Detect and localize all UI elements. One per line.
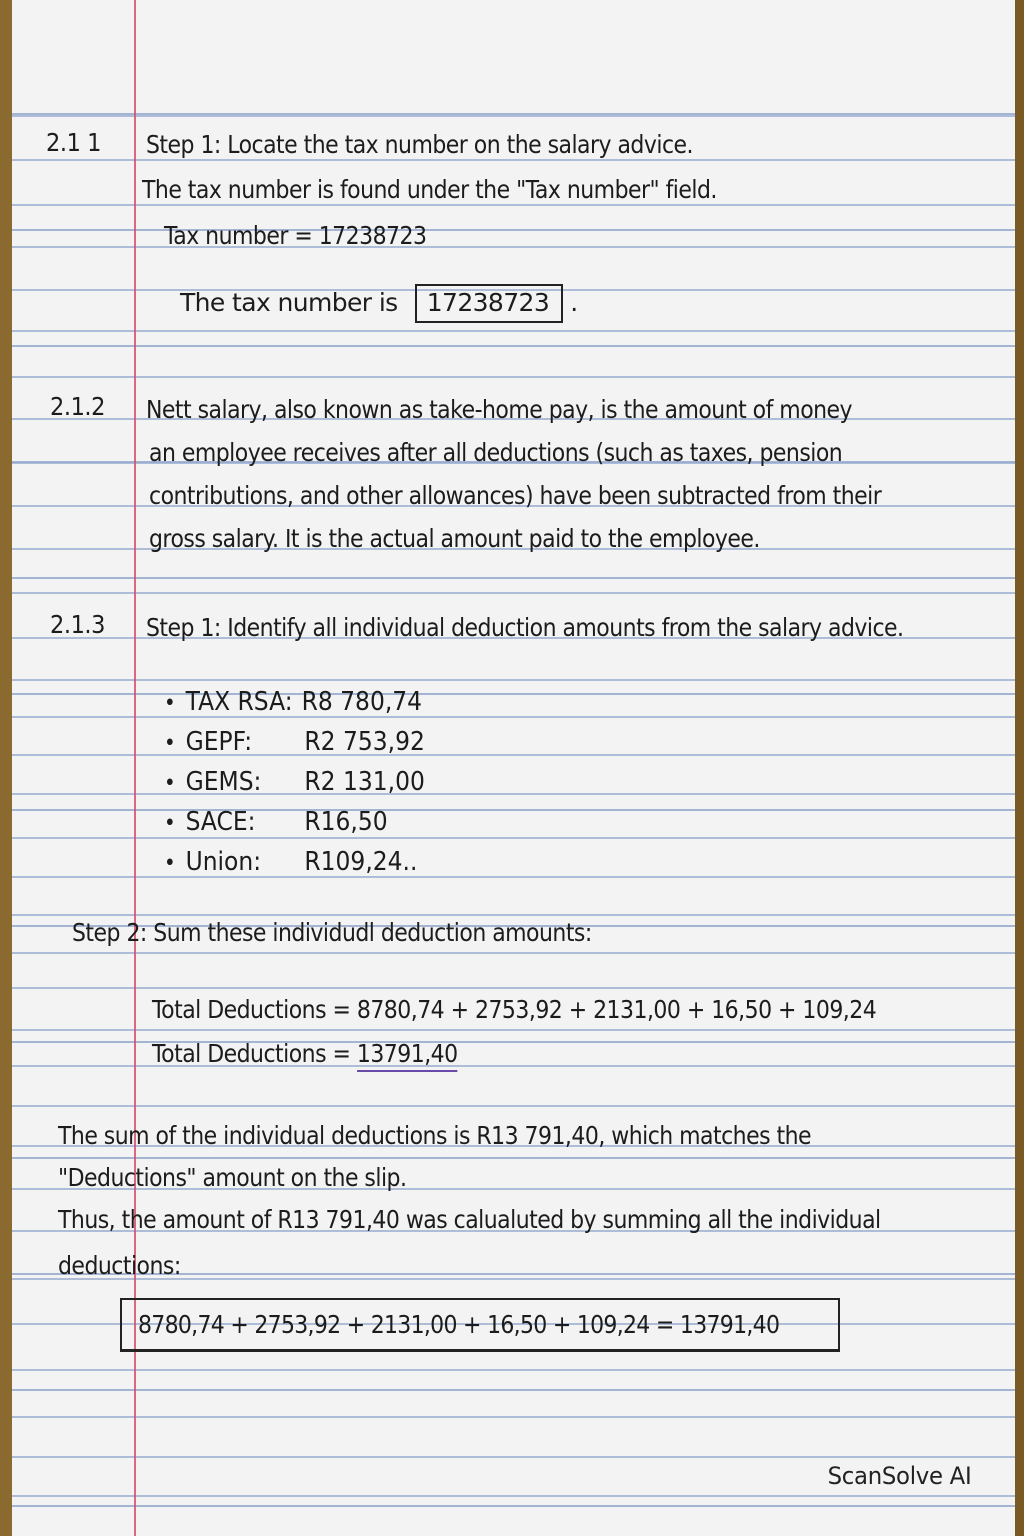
rule-line: [12, 246, 1015, 248]
deduction-item-tax-rsa: [164, 684, 425, 724]
final-equation-box: [120, 1298, 840, 1352]
rule-line: [12, 592, 1015, 594]
q211-answer-box: 17238723: [415, 284, 563, 323]
q213-step2: Step 2: Sum these individudl deduction amounts:: [72, 918, 592, 947]
question-number-2-1-3: 2.1.3: [50, 610, 106, 639]
bullet-icon: •: [164, 851, 176, 876]
q211-equation: Tax number = 17238723: [164, 221, 427, 250]
notebook-paper: [12, 0, 1015, 1536]
deduction-amount: R2 753,92: [304, 727, 425, 757]
total-value-underlined: 13791,40: [357, 1039, 458, 1072]
q212-line: gross salary. It is the actual amount paid to the employee.: [149, 524, 760, 553]
deduction-label: GEMS:: [185, 767, 262, 797]
rule-line: [12, 754, 1015, 756]
conclusion-line: deductions:: [58, 1251, 181, 1280]
deduction-item-gems: [164, 764, 425, 804]
q212-line: contributions, and other allowances) have been subtracted from their: [149, 481, 882, 510]
conclusion-line: "Deductions" amount on the slip.: [58, 1163, 407, 1192]
deduction-amount: R16,50: [304, 807, 388, 837]
scansolve-signature: ScanSolve AI: [827, 1462, 971, 1490]
q211-line2: The tax number is found under the "Tax number" field.: [142, 175, 717, 204]
rule-line: [12, 952, 1015, 954]
deduction-label: Union:: [185, 847, 262, 877]
q211-step1: Step 1: Locate the tax number on the salary advice.: [146, 130, 693, 159]
q211-answer-suffix: .: [570, 288, 578, 317]
bullet-icon: •: [164, 771, 176, 796]
total-deductions-line-2: [152, 1039, 458, 1068]
rule-line: [12, 1456, 1015, 1458]
q211-answer-line: [180, 284, 578, 323]
deduction-amount: R2 131,00: [304, 767, 425, 797]
rule-line: [12, 914, 1015, 916]
bullet-icon: •: [164, 731, 176, 756]
deduction-item-sace: [164, 804, 425, 844]
deduction-item-union: [164, 844, 425, 884]
rule-line: [12, 1495, 1015, 1497]
rule-line: [12, 679, 1015, 681]
conclusion-line: The sum of the individual deductions is R13 791,40, which matches the: [58, 1121, 812, 1150]
q213-step1: Step 1: Identify all individual deduction amounts from the salary advice.: [146, 613, 904, 642]
bullet-icon: •: [164, 691, 176, 716]
rule-line: [12, 793, 1015, 795]
total-label: Total Deductions =: [152, 1039, 351, 1068]
question-number-2-1-2: 2.1.2: [50, 392, 106, 421]
rule-line: [12, 1029, 1015, 1031]
rule-line: [12, 376, 1015, 378]
deductions-list: [164, 684, 454, 884]
deduction-item-gepf: [164, 724, 425, 764]
bullet-icon: •: [164, 811, 176, 836]
rule-line: [12, 115, 1015, 117]
rule-line: [12, 837, 1015, 839]
total-label: Total Deductions =: [152, 995, 351, 1024]
rule-line: [12, 987, 1015, 989]
deduction-label: SACE:: [185, 807, 256, 837]
deduction-label: TAX RSA:: [185, 687, 293, 717]
rule-line: [12, 330, 1015, 332]
total-expression: 8780,74 + 2753,92 + 2131,00 + 16,50 + 109,24: [356, 995, 877, 1024]
total-deductions-line-1: [152, 995, 876, 1024]
rule-line: [12, 716, 1015, 718]
rule-line: [12, 876, 1015, 878]
conclusion-line: Thus, the amount of R13 791,40 was calualuted by summing all the individual: [58, 1205, 881, 1234]
q212-line: Nett salary, also known as take-home pay, is the amount of money: [146, 395, 853, 424]
rule-line: [12, 1416, 1015, 1418]
rule-line: [12, 159, 1015, 161]
q211-answer-prefix: The tax number is: [180, 288, 398, 317]
deduction-amount: R8 780,74: [301, 687, 423, 717]
rule-line: [12, 204, 1015, 206]
question-number-2-1-1: 2.1 1: [46, 128, 102, 157]
final-equation: 8780,74 + 2753,92 + 2131,00 + 16,50 + 109,24 = 13791,40: [138, 1310, 780, 1339]
rule-line: [12, 1369, 1015, 1371]
deduction-amount: R109,24..: [304, 847, 418, 877]
deduction-label: GEPF:: [185, 727, 253, 757]
q212-line: an employee receives after all deductions (such as taxes, pension: [149, 438, 843, 467]
rule-line: [12, 1105, 1015, 1107]
